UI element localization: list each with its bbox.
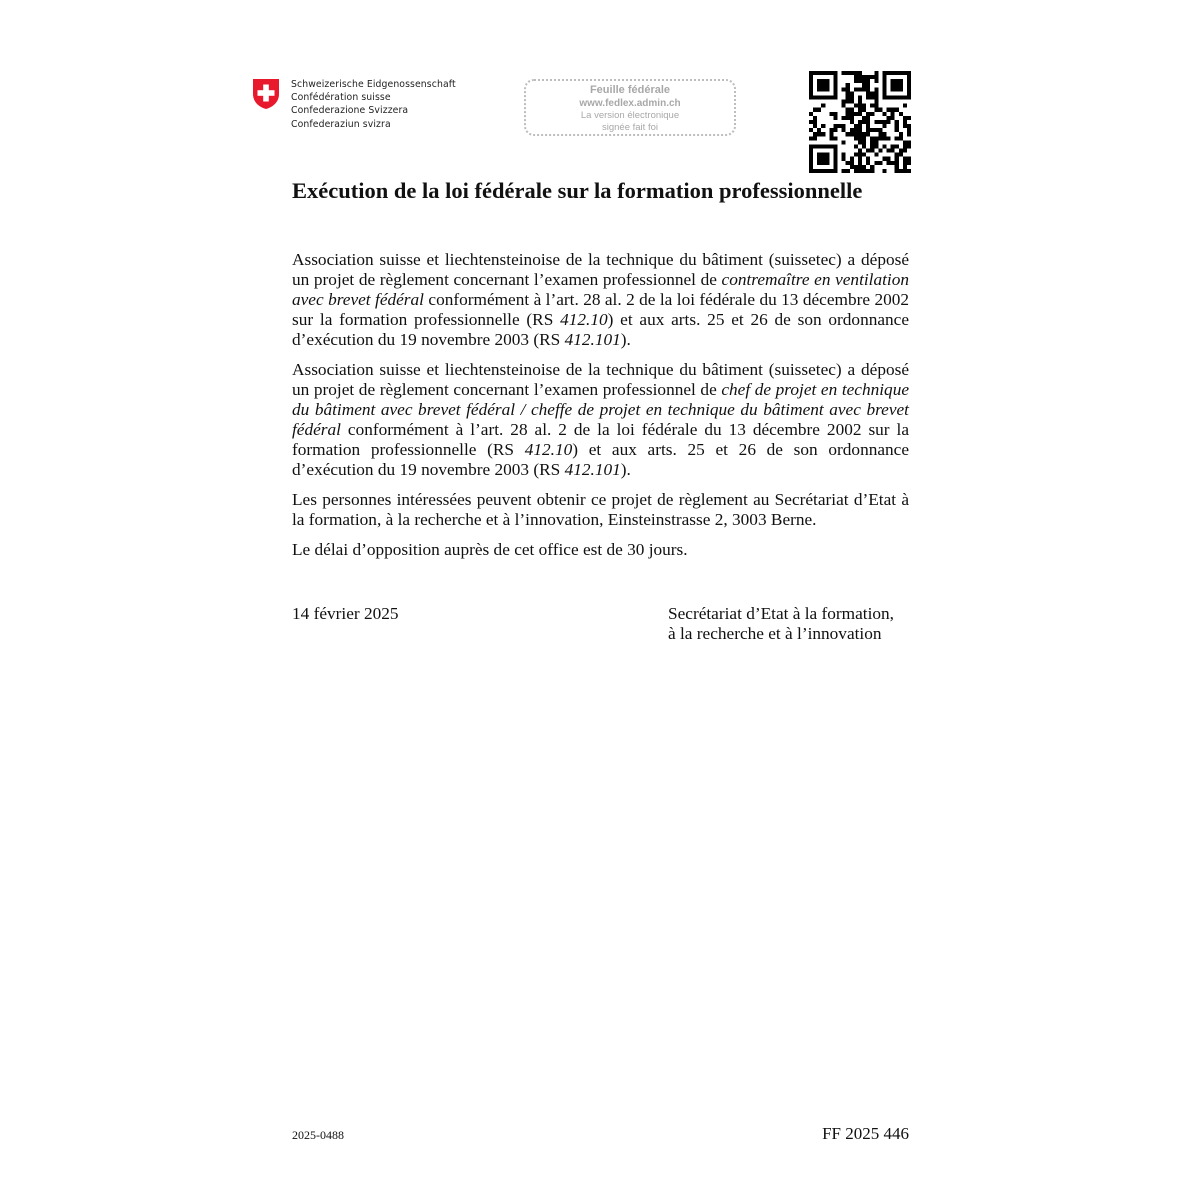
confederation-name-it: Confederazione Svizzera: [291, 105, 409, 117]
signing-authority: [668, 604, 894, 644]
paragraph-1-text-a: Association suisse et liechtensteinoise de la technique du bâtiment (suissetec) a déposé un projet de règlement concernant l’examen professionnel de: [292, 250, 909, 289]
swiss-cross-icon: [252, 78, 280, 110]
paragraph-2: [292, 360, 909, 480]
document-title: Exécution de la loi fédérale sur la formation professionnelle: [292, 178, 863, 203]
confederation-names: [291, 78, 456, 131]
document-body: [292, 250, 909, 570]
confederation-name-de: Schweizerische Eidgenossenschaft: [291, 79, 456, 90]
stamp-line-2: signée fait foi: [602, 122, 658, 133]
qr-code-icon: [809, 71, 911, 173]
stamp-line-1: La version électronique: [580, 110, 680, 121]
confederation-name-rm: Confederaziun svizra: [291, 118, 391, 130]
paragraph-2-text-c: ) et aux arts. 25 et 26 de son ordonnance d’exécution du 19 novembre 2003 (RS: [292, 440, 910, 479]
footer-ff-number: FF 2025 446: [822, 1124, 909, 1143]
paragraph-2-text-a: Association suisse et liechtensteinoise de la technique du bâtiment (suissetec) a déposé un projet de règlement concernant l’examen professionnel de: [292, 360, 909, 399]
paragraph-1-rs-ref-2: 412.101: [564, 330, 621, 349]
paragraph-2-rs-ref-1: 412.10: [524, 440, 573, 459]
signing-authority-line-1: Secrétariat d’Etat à la formation,: [668, 604, 894, 623]
confederation-logo: [252, 78, 456, 131]
stamp-url: www.fedlex.admin.ch: [579, 98, 681, 109]
footer-reference: 2025-0488: [292, 1128, 344, 1142]
paragraph-3: Les personnes intéressées peuvent obtenir ce projet de règlement au Secrétariat d’Etat à la formation, à la recherche et à l’innovation, Einsteinstrasse 2, 3003 Berne.: [292, 490, 909, 529]
paragraph-4: Le délai d’opposition auprès de cet office est de 30 jours.: [292, 540, 688, 559]
paragraph-1-text-d: ).: [620, 330, 631, 349]
paragraph-1-text-b: conformément à l’art. 28 al. 2 de la loi fédérale du 13 décembre 2002 sur la formation professionnelle (RS: [292, 290, 910, 329]
paragraph-2-text-b: conformément à l’art. 28 al. 2 de la loi fédérale du 13 décembre 2002 sur la formation professionnelle (RS: [292, 420, 909, 459]
document-date: 14 février 2025: [292, 604, 399, 623]
paragraph-2-text-d: ).: [620, 460, 631, 479]
confederation-name-fr: Confédération suisse: [291, 92, 391, 104]
signing-authority-line-2: à la recherche et à l’innovation: [668, 624, 882, 643]
paragraph-1: [292, 250, 909, 350]
paragraph-2-exam-title: chef de projet en technique du bâtiment avec brevet fédéral / cheffe de projet en technique du bâtiment avec brevet fédéral: [292, 380, 910, 439]
paragraph-1-rs-ref-1: 412.10: [560, 310, 608, 329]
paragraph-2-rs-ref-2: 412.101: [564, 460, 621, 479]
paragraph-1-exam-title: contremaître en ventilation avec brevet fédéral: [292, 270, 909, 309]
paragraph-1-text-c: ) et aux arts. 25 et 26 de son ordonnance d’exécution du 19 novembre 2003 (RS: [292, 310, 910, 349]
stamp-title: Feuille fédérale: [589, 84, 671, 96]
official-version-stamp: [524, 79, 736, 136]
